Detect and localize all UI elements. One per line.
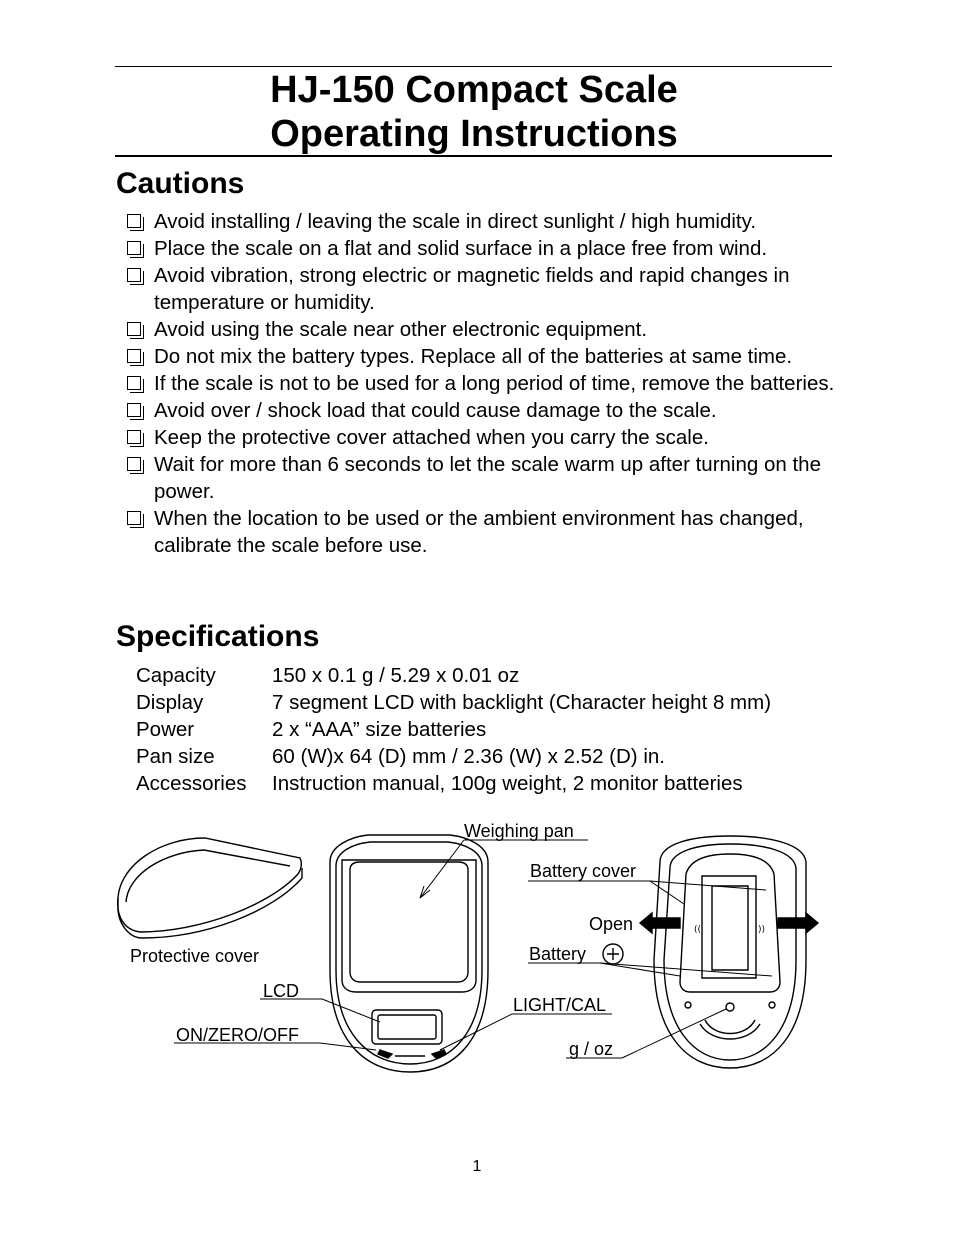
list-item <box>126 316 856 343</box>
table-row <box>136 716 771 743</box>
checkbox-icon <box>127 214 141 228</box>
specifications-table <box>136 662 771 797</box>
list-item <box>126 397 856 424</box>
title-underline <box>115 155 832 157</box>
checkbox-icon <box>127 430 141 444</box>
lcd-label: LCD <box>263 981 300 1001</box>
svg-text:((: (( <box>694 925 702 935</box>
spec-value: Instruction manual, 100g weight, 2 monitor batteries <box>272 772 743 795</box>
list-item <box>126 343 856 370</box>
weighing-pan-label: Weighing pan <box>464 821 574 841</box>
spec-value: 7 segment LCD with backlight (Character height 8 mm) <box>272 691 772 714</box>
checkbox-icon <box>127 241 141 255</box>
light-cal-label: LIGHT/CAL <box>513 995 607 1015</box>
list-item <box>126 262 856 316</box>
protective-cover-label: Protective cover <box>130 946 260 966</box>
checkbox-icon <box>127 322 141 336</box>
page-number: 1 <box>472 1158 482 1175</box>
caution-text: When the location to be used or the ambient environment has changed, calibrate the scale before use. <box>154 507 804 557</box>
caution-text: Avoid over / shock load that could cause damage to the scale. <box>154 399 717 422</box>
list-item <box>126 370 856 397</box>
table-row <box>136 743 771 770</box>
checkbox-icon <box>127 376 141 390</box>
caution-text: If the scale is not to be used for a long period of time, remove the batteries. <box>154 372 835 395</box>
list-item <box>126 424 856 451</box>
spec-value: 60 (W)x 64 (D) mm / 2.36 (W) x 2.52 (D) in. <box>272 745 665 768</box>
on-zero-off-label: ON/ZERO/OFF <box>176 1025 299 1045</box>
cautions-heading: Cautions <box>116 167 245 200</box>
caution-text: Keep the protective cover attached when you carry the scale. <box>154 426 709 449</box>
spec-key: Display <box>136 691 204 714</box>
checkbox-icon <box>127 268 141 282</box>
table-row <box>136 689 771 716</box>
caution-text: Avoid using the scale near other electronic equipment. <box>154 318 648 341</box>
caution-text: Place the scale on a flat and solid surface in a place free from wind. <box>154 237 768 260</box>
battery-cover-label: Battery cover <box>530 861 637 881</box>
spec-key: Capacity <box>136 664 216 687</box>
spec-value: 2 x “AAA” size batteries <box>272 718 487 741</box>
spec-key: Accessories <box>136 772 247 795</box>
list-item <box>126 451 856 505</box>
spec-value: 150 x 0.1 g / 5.29 x 0.01 oz <box>272 664 520 687</box>
page-title-line2: Operating Instructions <box>270 113 678 155</box>
top-rule <box>115 66 832 67</box>
table-row <box>136 662 771 689</box>
list-item <box>126 235 856 262</box>
protective-cover-drawing <box>118 838 302 938</box>
list-item <box>126 208 856 235</box>
scale-diagram <box>0 810 954 1080</box>
table-row <box>136 770 771 797</box>
scale-front-drawing <box>330 835 488 1072</box>
caution-text: Wait for more than 6 seconds to let the scale warm up after turning on the power. <box>154 453 821 503</box>
checkbox-icon <box>127 403 141 417</box>
plus-icon <box>603 944 623 964</box>
caution-text: Avoid installing / leaving the scale in direct sunlight / high humidity. <box>154 210 757 233</box>
page-title-line1: HJ-150 Compact Scale <box>270 69 678 111</box>
list-item <box>126 505 856 559</box>
spec-key: Power <box>136 718 195 741</box>
specifications-heading: Specifications <box>116 620 320 653</box>
open-label: Open <box>589 914 634 934</box>
g-oz-label: g / oz <box>569 1039 614 1059</box>
spec-key: Pan size <box>136 745 215 768</box>
checkbox-icon <box>127 457 141 471</box>
cautions-list <box>126 208 856 559</box>
svg-text:)): )) <box>758 925 766 935</box>
checkbox-icon <box>127 349 141 363</box>
battery-label: Battery <box>529 944 587 964</box>
caution-text: Do not mix the battery types. Replace all of the batteries at same time. <box>154 345 793 368</box>
caution-text: Avoid vibration, strong electric or magnetic fields and rapid changes in temperature or humidity. <box>154 264 790 314</box>
checkbox-icon <box>127 511 141 525</box>
scale-back-drawing <box>640 836 818 1068</box>
